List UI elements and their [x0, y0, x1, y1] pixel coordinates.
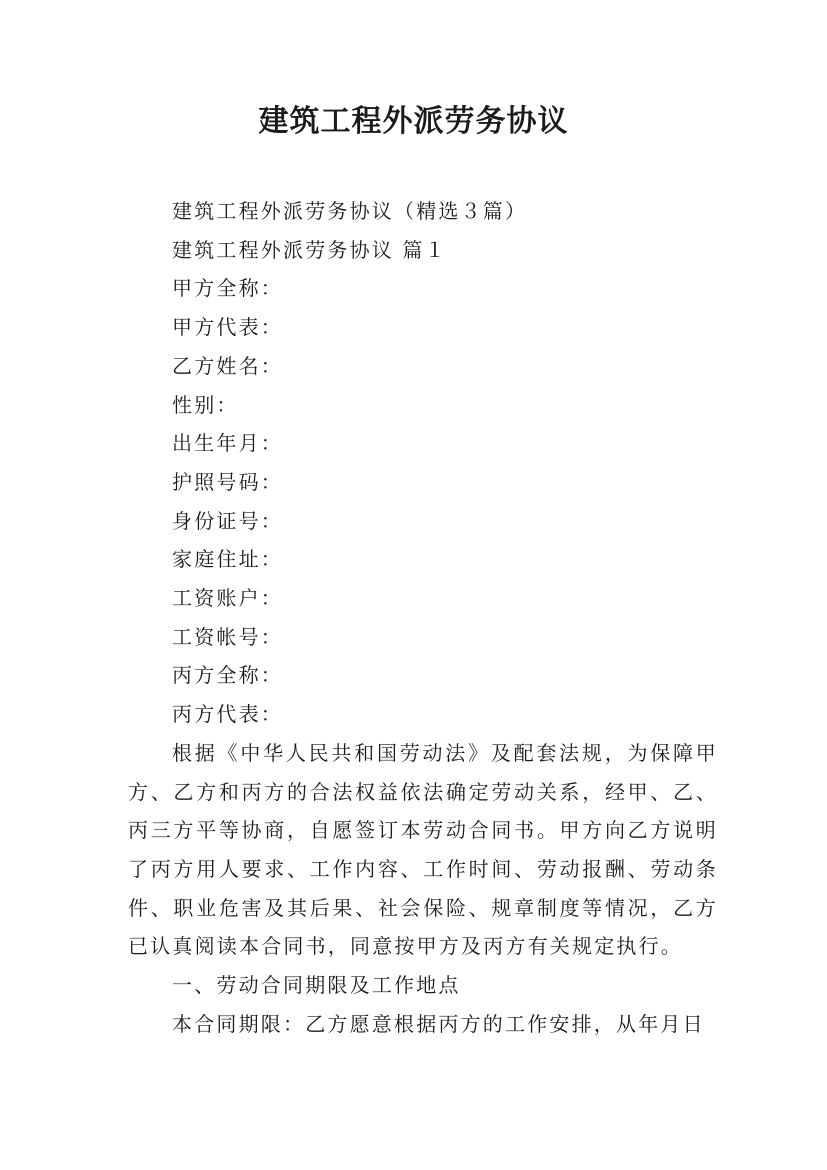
intro-paragraph: 根据《中华人民共和国劳动法》及配套法规，为保障甲方、乙方和丙方的合法权益依法确定劳动关系，经甲、乙、丙三方平等协商，自愿签订本劳动合同书。甲方向乙方说明了丙方用人要求、工作内容、工作时间、劳动报酬、劳动条件、职业危害及其后果、社会保险、规章制度等情况，乙方已认真阅读本合同书，同意按甲方及丙方有关规定执行。	[128, 740, 718, 959]
field-party-b-name: 乙方姓名：	[172, 353, 283, 378]
field-party-c-name: 丙方全称：	[172, 663, 283, 688]
section-1-heading: 一、劳动合同期限及工作地点	[172, 973, 461, 998]
document-body	[128, 192, 718, 1043]
field-gender: 性别：	[172, 392, 239, 417]
part-heading: 建筑工程外派劳务协议 篇１	[172, 237, 447, 262]
field-party-a-representative: 甲方代表：	[172, 315, 283, 340]
field-salary-account: 工资账户：	[172, 586, 283, 611]
document-subtitle: 建筑工程外派劳务协议（精选３篇）	[172, 199, 528, 223]
field-home-address: 家庭住址：	[172, 547, 283, 572]
field-salary-account-number: 工资帐号：	[172, 624, 283, 649]
document-title: 建筑工程外派劳务协议	[258, 104, 569, 139]
section-1-text: 本合同期限：乙方愿意根据丙方的工作安排，从年月日	[172, 1011, 705, 1036]
field-party-c-representative: 丙方代表：	[172, 702, 283, 727]
field-birth-date: 出生年月：	[172, 431, 283, 456]
field-passport-number: 护照号码：	[172, 469, 283, 494]
field-party-a-name: 甲方全称：	[172, 276, 283, 301]
field-id-number: 身份证号：	[172, 508, 283, 533]
